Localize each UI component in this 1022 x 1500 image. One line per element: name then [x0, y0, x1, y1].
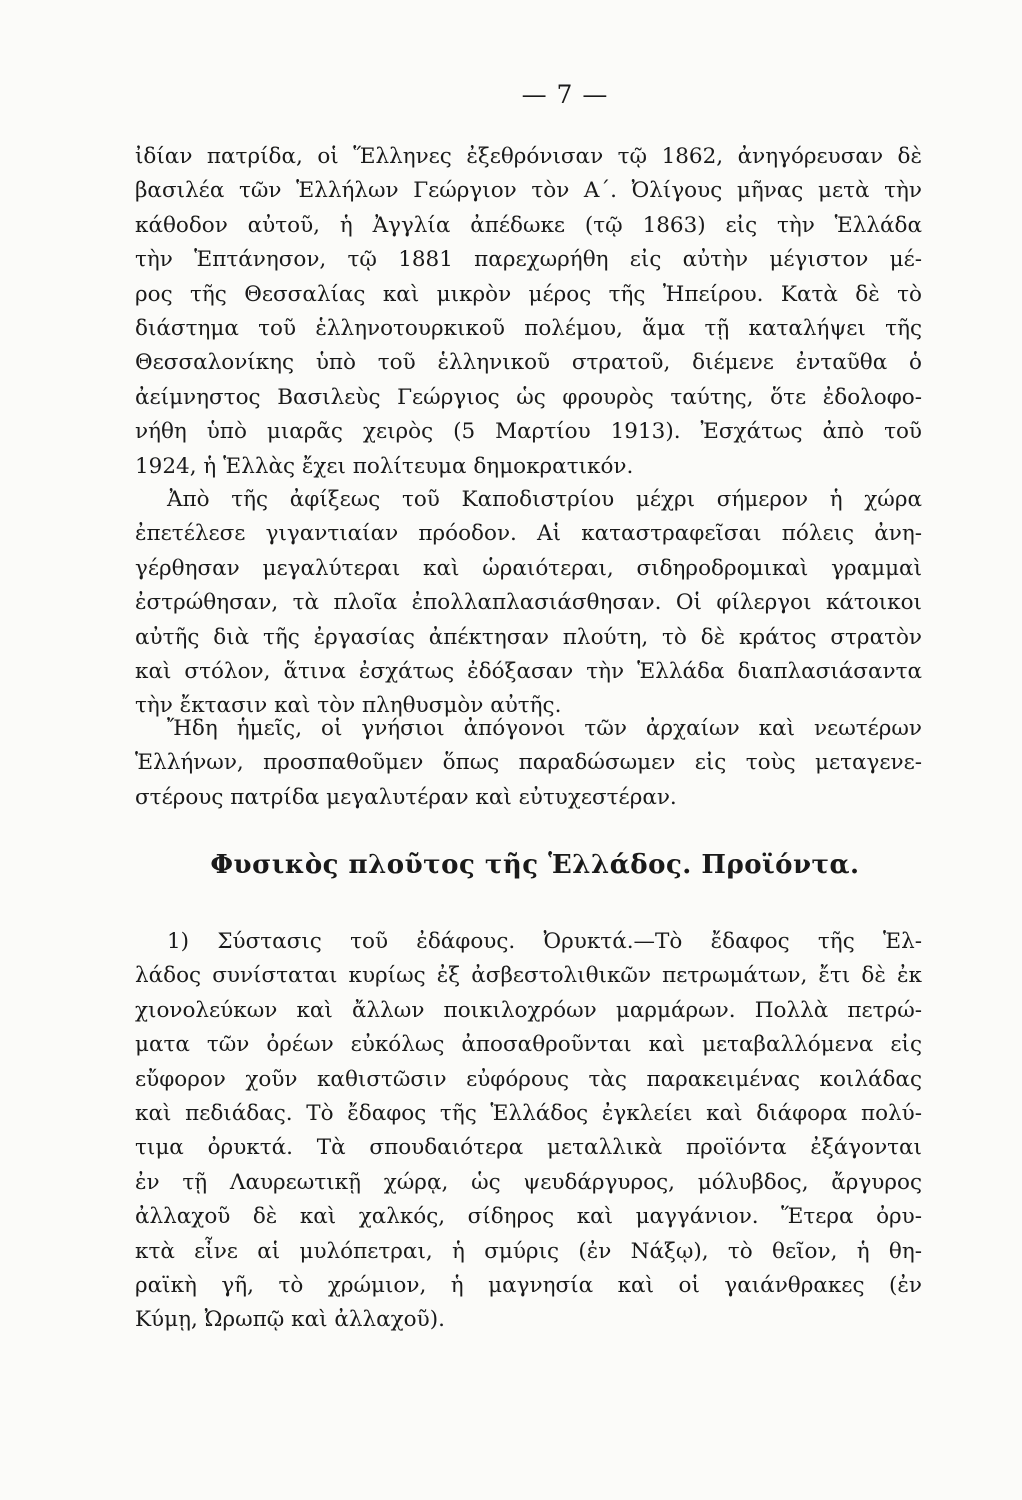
text-line: 1924, ἡ Ἑλλὰς ἔχει πολίτευμα δημοκρατικόν. [135, 453, 634, 479]
text-line: κάθοδον αὐτοῦ, ἡ Ἀγγλία ἀπέδωκε (τῷ 1863) εἰς τὴν Ἑλλάδα [135, 212, 922, 238]
text-line: Κύμῃ, Ὠρωπῷ καὶ ἀλλαχοῦ). [135, 1307, 445, 1333]
text-line: Θεσσαλονίκης ὑπὸ τοῦ ἑλληνικοῦ στρατοῦ, διέμενε ἐνταῦθα ὁ [135, 350, 922, 376]
text-line: 1) Σύστασις τοῦ ἐδάφους. Ὀρυκτά.—Τὸ ἔδαφος τῆς Ἑλ- [167, 929, 922, 954]
text-line: χιονολεύκων καὶ ἄλλων ποικιλοχρόων μαρμάρων. Πολλὰ πετρώ- [135, 997, 922, 1023]
text-line: ρος τῆς Θεσσαλίας καὶ μικρὸν μέρος τῆς Ἠπείρου. Κατὰ δὲ τὸ [135, 281, 922, 307]
text-line: λάδος συνίσταται κυρίως ἐξ ἀσβεστολιθικῶν πετρωμάτων, ἔτι δὲ ἐκ [135, 963, 922, 989]
text-line: διάστημα τοῦ ἑλληνοτουρκικοῦ πολέμου, ἅμα τῇ καταλήψει τῆς [135, 315, 922, 341]
text-line: τιμα ὀρυκτά. Τὰ σπουδαιότερα μεταλλικὰ προϊόντα ἐξάγονται [135, 1135, 922, 1161]
text-line: ἐστρώθησαν, τὰ πλοῖα ἐπολλαπλασιάσθησαν. Οἱ φίλεργοι κάτοικοι [135, 590, 922, 616]
text-line: ἀλλαχοῦ δὲ καὶ χαλκός, σίδηρος καὶ μαγγάνιον. Ἕτερα ὀρυ- [135, 1204, 922, 1230]
section-heading: Φυσικὸς πλοῦτος τῆς Ἑλλάδος. Προϊόντα. [210, 850, 860, 880]
text-line: τὴν ἔκτασιν καὶ τὸν πληθυσμὸν αὐτῆς. [135, 693, 562, 719]
text-line: ραϊκὴ γῆ, τὸ χρώμιον, ἡ μαγνησία καὶ οἱ γαιάνθρακες (ἐν [135, 1272, 922, 1298]
text-line: τὴν Ἑπτάνησον, τῷ 1881 παρεχωρήθη εἰς αὐτὴν μέγιστον μέ- [135, 247, 922, 273]
paragraph-soil-minerals [135, 925, 922, 1338]
text-line: βασιλέα τῶν Ἑλλήλων Γεώργιον τὸν Α΄. Ὀλίγους μῆνας μετὰ τὴν [135, 178, 922, 204]
text-line: ἰδίαν πατρίδα, οἱ Ἕλληνες ἐξεθρόνισαν τῷ 1862, ἀνηγόρευσαν δὲ [135, 144, 922, 169]
text-line: Ἀπὸ τῆς ἀφίξεως τοῦ Καποδιστρίου μέχρι σήμερον ἡ χώρα [167, 487, 922, 512]
paragraph-descendants [135, 712, 922, 815]
paragraph-progress [135, 483, 922, 724]
text-line: ἐν τῇ Λαυρεωτικῇ χώρᾳ, ὡς ψευδάργυρος, μόλυβδος, ἄργυρος [135, 1169, 922, 1195]
text-line: κτὰ εἶνε αἱ μυλόπετραι, ἡ σμύρις (ἐν Νάξῳ), τὸ θεῖον, ἡ θη- [135, 1238, 922, 1264]
text-line: στέρους πατρίδα μεγαλυτέραν καὶ εὐτυχεστέραν. [135, 784, 677, 810]
paragraph-history-kings [135, 140, 922, 484]
text-line: καὶ στόλον, ἅτινα ἐσχάτως ἐδόξασαν τὴν Ἑλλάδα διαπλασιάσαντα [135, 658, 922, 684]
page-number: — 7 — [521, 80, 609, 109]
text-line: Ἤδη ἡμεῖς, οἱ γνήσιοι ἀπόγονοι τῶν ἀρχαίων καὶ νεωτέρων [167, 716, 922, 741]
text-line: ἀείμνηστος Βασιλεὺς Γεώργιος ὡς φρουρὸς ταύτης, ὅτε ἐδολοφο- [135, 384, 922, 410]
text-line: γέρθησαν μεγαλύτεραι καὶ ὡραιότεραι, σιδηροδρομικαὶ γραμμαὶ [135, 555, 922, 581]
text-line: ματα τῶν ὀρέων εὐκόλως ἀποσαθροῦνται καὶ μεταβαλλόμενα εἰς [135, 1032, 922, 1058]
text-line: εὔφορον χοῦν καθιστῶσιν εὐφόρους τὰς παρακειμένας κοιλάδας [135, 1066, 922, 1092]
text-line: Ἑλλήνων, προσπαθοῦμεν ὅπως παραδώσωμεν εἰς τοὺς μεταγενε- [135, 750, 922, 776]
text-line: ἐπετέλεσε γιγαντιαίαν πρόοδον. Αἱ καταστραφεῖσαι πόλεις ἀνη- [135, 521, 922, 547]
text-line: καὶ πεδιάδας. Τὸ ἔδαφος τῆς Ἑλλάδος ἐγκλείει καὶ διάφορα πολύ- [135, 1100, 922, 1126]
text-line: αὐτῆς διὰ τῆς ἐργασίας ἀπέκτησαν πλούτη, τὸ δὲ κράτος στρατὸν [135, 624, 922, 650]
text-line: νήθη ὑπὸ μιαρᾶς χειρὸς (5 Μαρτίου 1913). Ἐσχάτως ἀπὸ τοῦ [135, 419, 922, 445]
